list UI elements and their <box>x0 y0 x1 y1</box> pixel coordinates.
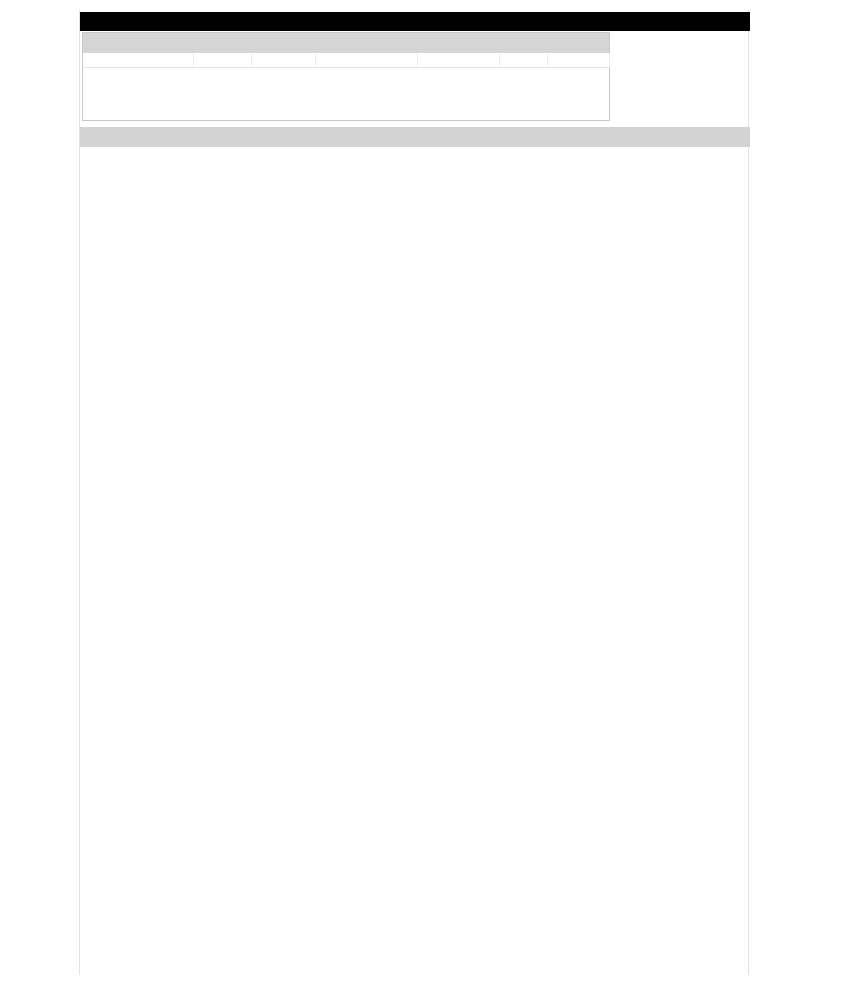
col-header-overall-wins[interactable] <box>547 53 609 67</box>
series-points-summary <box>82 32 610 121</box>
page-title-bar <box>80 12 750 31</box>
col-header-points-behind-leader[interactable] <box>315 53 417 67</box>
col-header-podiums[interactable] <box>499 53 547 67</box>
series-points-header-row <box>83 53 609 67</box>
results-container <box>79 10 749 975</box>
col-header-class-points[interactable] <box>251 53 315 67</box>
series-points-heading <box>83 33 609 53</box>
col-header-class-rank[interactable] <box>193 53 251 67</box>
series-points-table <box>83 53 610 68</box>
col-header-events-attended[interactable] <box>417 53 499 67</box>
col-header-class[interactable] <box>83 53 193 67</box>
event-finish-heading <box>80 127 750 147</box>
